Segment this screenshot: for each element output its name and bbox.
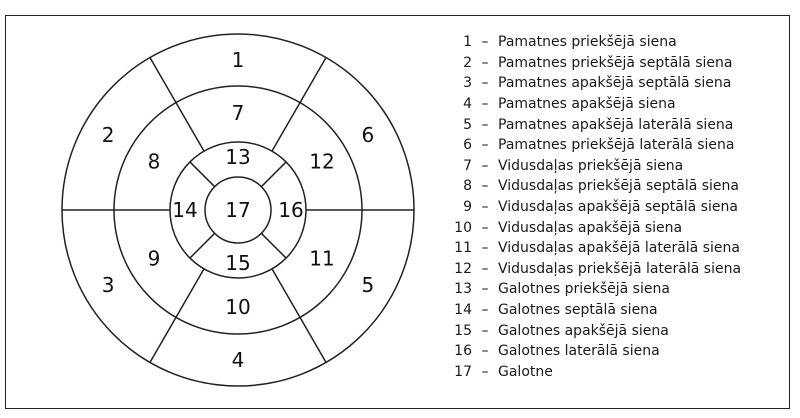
legend-dash: – (481, 75, 489, 92)
legend-label: Galotnes apakšējā siena (498, 322, 669, 339)
legend-number: 14 (454, 302, 472, 319)
legend-label: Vidusdaļas apakšējā siena (498, 219, 683, 236)
legend-label: Pamatnes priekšējā siena (498, 34, 677, 51)
legend-item (448, 259, 788, 280)
segment-label-6: 6 (361, 123, 375, 147)
legend-dash: – (481, 260, 489, 277)
legend-item (448, 156, 788, 177)
legend-label: Pamatnes apakšējā septālā siena (498, 75, 732, 92)
legend-number: 1 (463, 34, 472, 51)
divider-line (272, 58, 326, 152)
legend-dash: – (481, 137, 489, 154)
legend-item (448, 32, 788, 53)
legend-number: 7 (463, 157, 472, 174)
apical-divider-line (190, 162, 215, 187)
legend-number: 8 (463, 178, 472, 195)
segment-label-11: 11 (309, 246, 335, 271)
legend-label: Vidusdaļas priekšējā septālā siena (498, 178, 740, 195)
segment-label-16: 16 (278, 198, 304, 222)
segment-label-9: 9 (147, 246, 161, 271)
legend-label: Pamatnes priekšējā laterālā siena (498, 137, 735, 154)
legend (448, 32, 788, 382)
legend-label: Galotnes septālā siena (498, 302, 658, 319)
legend-item (448, 362, 788, 383)
legend-dash: – (481, 240, 489, 257)
legend-number: 10 (454, 219, 472, 236)
legend-label: Vidusdaļas priekšējā siena (498, 157, 684, 174)
legend-dash: – (481, 363, 489, 380)
legend-dash: – (481, 322, 489, 339)
legend-item (448, 217, 788, 238)
legend-label: Galotnes laterālā siena (498, 343, 660, 360)
legend-dash: – (481, 34, 489, 51)
legend-item (448, 238, 788, 259)
segment-label-13: 13 (225, 145, 251, 169)
legend-label: Vidusdaļas apakšējā septālā siena (498, 199, 738, 216)
legend-dash: – (481, 54, 489, 71)
divider-line (150, 58, 204, 152)
legend-dash: – (481, 199, 489, 216)
legend-dash: – (481, 116, 489, 133)
legend-item (448, 320, 788, 341)
legend-number: 4 (463, 96, 472, 113)
legend-item (448, 114, 788, 135)
apical-divider-line (261, 233, 286, 258)
legend-label: Galotnes priekšējā siena (498, 281, 670, 298)
legend-dash: – (481, 178, 489, 195)
segment-label-10: 10 (225, 295, 251, 319)
legend-item (448, 53, 788, 74)
legend-item (448, 300, 788, 321)
legend-item (448, 94, 788, 115)
segment-label-14: 14 (172, 198, 198, 222)
segment-label-8: 8 (147, 149, 161, 174)
legend-dash: – (481, 219, 489, 236)
legend-number: 6 (463, 137, 472, 154)
legend-dash: – (481, 157, 489, 174)
divider-line (272, 269, 326, 363)
divider-line (150, 269, 204, 363)
segment-label-17: 17 (225, 198, 251, 222)
apical-divider-line (261, 162, 286, 187)
legend-number: 13 (454, 281, 472, 298)
legend-item (448, 341, 788, 362)
legend-number: 17 (454, 363, 472, 380)
legend-dash: – (481, 281, 489, 298)
legend-number: 12 (454, 260, 472, 277)
segment-label-4: 4 (231, 348, 245, 372)
legend-dash: – (481, 96, 489, 113)
legend-number: 15 (454, 322, 472, 339)
segment-label-12: 12 (309, 149, 335, 174)
legend-number: 9 (463, 199, 472, 216)
legend-number: 11 (454, 240, 472, 257)
legend-dash: – (481, 343, 489, 360)
legend-label: Pamatnes apakšējā siena (498, 96, 676, 113)
legend-label: Galotne (498, 363, 553, 380)
segment-label-7: 7 (231, 101, 245, 125)
legend-label: Pamatnes apakšējā laterālā siena (498, 116, 734, 133)
legend-label: Vidusdaļas apakšējā laterālā siena (498, 240, 740, 257)
segment-label-5: 5 (361, 273, 375, 297)
legend-dash: – (481, 302, 489, 319)
legend-label: Pamatnes priekšējā septālā siena (498, 54, 733, 71)
segment-label-15: 15 (225, 251, 251, 275)
apical-divider-line (190, 233, 215, 258)
segment-label-2: 2 (101, 123, 115, 147)
legend-number: 2 (463, 54, 472, 71)
legend-label: Vidusdaļas priekšējā laterālā siena (498, 260, 742, 277)
segment-label-1: 1 (231, 48, 245, 72)
legend-item (448, 197, 788, 218)
segment-label-3: 3 (101, 273, 115, 297)
legend-item (448, 279, 788, 300)
legend-number: 3 (463, 75, 472, 92)
legend-item (448, 176, 788, 197)
legend-item (448, 135, 788, 156)
legend-number: 5 (463, 116, 472, 133)
legend-item (448, 73, 788, 94)
legend-number: 16 (454, 343, 472, 360)
